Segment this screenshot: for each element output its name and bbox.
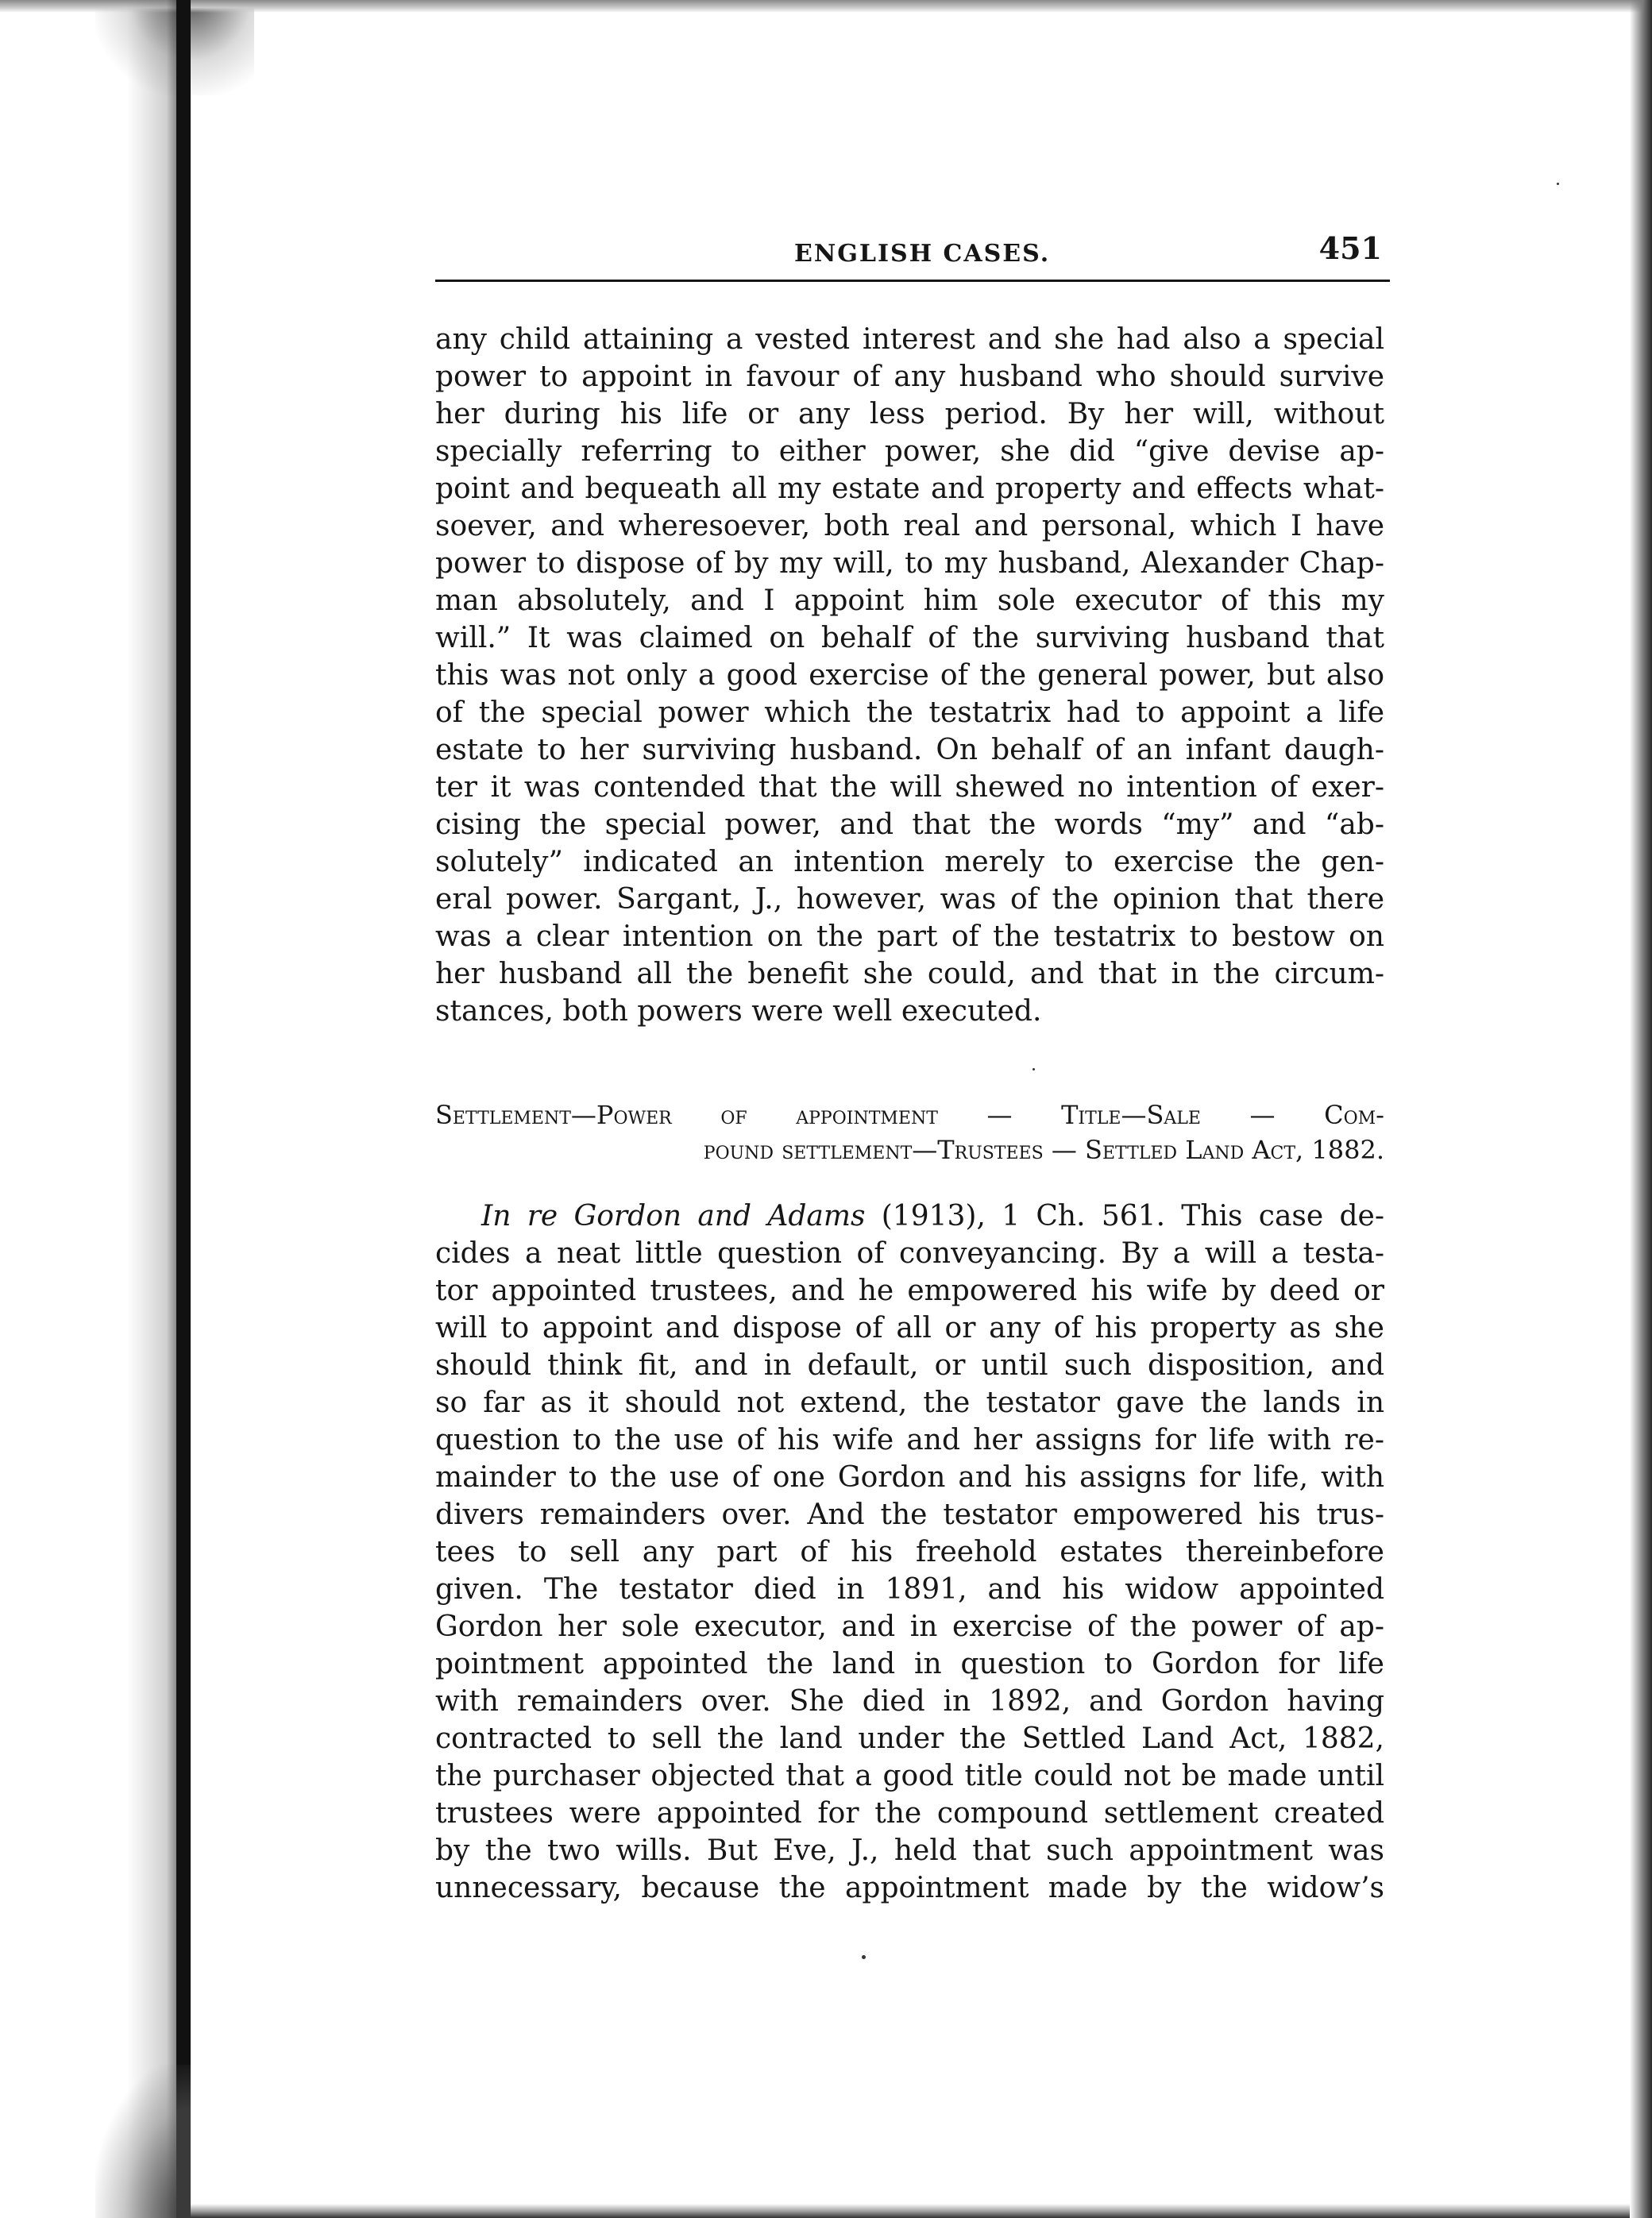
text-line: cides a neat little question of conveyancing. By a will a testa- — [435, 1237, 1384, 1270]
text-line: mainder to the use of one Gordon and his assigns for life, with — [435, 1461, 1384, 1494]
scan-shadow-bottom-left — [95, 2065, 191, 2218]
text-line: with remainders over. She died in 1892, and Gordon having — [435, 1685, 1384, 1718]
scan-shadow-left — [127, 0, 176, 2218]
text-line: should think fit, and in default, or until such disposition, and — [435, 1349, 1384, 1382]
case-name: In re Gordon and Adams — [481, 1200, 866, 1232]
text-line: power to appoint in favour of any husband who should survive — [435, 361, 1384, 393]
heading-line-1: Settlement—Power of appointment — Title—Sale — Com- — [435, 1100, 1384, 1130]
text-line: by the two wills. But Eve, J., held that such appointment was — [435, 1834, 1384, 1867]
header-rule — [435, 280, 1390, 282]
paragraph-gordon-adams — [435, 1198, 1384, 1907]
text-line: any child attaining a vested interest and she had also a special — [435, 323, 1384, 356]
text-line: her during his life or any less period. By her will, without — [435, 398, 1384, 430]
text-line: stances, both powers were well executed. — [435, 995, 1042, 1028]
text-line: will.” It was claimed on behalf of the surviving husband that — [435, 622, 1384, 654]
text-line: tees to sell any part of his freehold estates thereinbefore — [435, 1536, 1384, 1568]
text-line: point and bequeath all my estate and property and effects what- — [435, 473, 1384, 505]
text-line: specially referring to either power, she did “give devise ap- — [435, 435, 1384, 468]
page-number: 451 — [1318, 230, 1382, 266]
text-line: solutely” indicated an intention merely to exercise the gen- — [435, 846, 1384, 878]
text-line: the purchaser objected that a good title could not be made until — [435, 1760, 1384, 1792]
text-line: so far as it should not extend, the testator gave the lands in — [435, 1387, 1384, 1419]
scan-edge-top — [0, 0, 1652, 13]
scan-edge-right — [1630, 0, 1652, 2218]
text-line: power to dispose of by my will, to my husband, Alexander Chap- — [435, 547, 1384, 580]
section-heading — [435, 1097, 1384, 1167]
text-line: estate to her surviving husband. On behalf of an infant daugh- — [435, 734, 1384, 766]
running-header — [435, 230, 1390, 278]
scan-speck — [862, 1955, 866, 1959]
scan-speck — [1557, 183, 1559, 185]
scan-edge-bottom — [191, 2204, 1630, 2218]
running-title: ENGLISH CASES. — [794, 240, 1051, 268]
text-line: ter it was contended that the will shewed no intention of exer- — [435, 771, 1384, 804]
text-line: this was not only a good exercise of the general power, but also — [435, 659, 1384, 692]
text-line: was a clear intention on the part of the testatrix to bestow on — [435, 920, 1384, 953]
text-line: soever, and wheresoever, both real and personal, which I have — [435, 510, 1384, 542]
text-line: given. The testator died in 1891, and his widow appointed — [435, 1573, 1384, 1606]
scan-speck — [1032, 1068, 1035, 1070]
scan-edge-left — [176, 0, 191, 2218]
text-line: contracted to sell the land under the Settled Land Act, 1882, — [435, 1722, 1384, 1755]
heading-line-2: pound settlement—Trustees — Settled Land Act, 1882. — [703, 1135, 1384, 1165]
text-line: eral power. Sargant, J., however, was of the opinion that there — [435, 883, 1384, 916]
text-line: unnecessary, because the appointment made by the widow’s — [435, 1872, 1384, 1904]
citation: (1913), 1 Ch. 561. This case de- — [865, 1200, 1384, 1232]
text-line: pointment appointed the land in question to Gordon for life — [435, 1648, 1384, 1680]
text-line: man absolutely, and I appoint him sole executor of this my — [435, 584, 1384, 617]
text-line: of the special power which the testatrix had to appoint a life — [435, 696, 1384, 729]
text-line: trustees were appointed for the compound settlement created — [435, 1797, 1384, 1830]
text-line: divers remainders over. And the testator empowered his trus- — [435, 1499, 1384, 1531]
text-line: Gordon her sole executor, and in exercise of the power of ap- — [435, 1610, 1384, 1643]
text-line: her husband all the benefit she could, and that in the circum- — [435, 958, 1384, 990]
text-line: question to the use of his wife and her assigns for life with re- — [435, 1424, 1384, 1456]
text-line: cising the special power, and that the words “my” and “ab- — [435, 808, 1384, 841]
text-line: will to appoint and dispose of all or any of his property as she — [435, 1312, 1384, 1344]
text-line: tor appointed trustees, and he empowered his wife by deed or — [435, 1275, 1384, 1307]
paragraph-chapman — [435, 321, 1384, 1030]
text-line-first — [435, 1198, 1384, 1235]
